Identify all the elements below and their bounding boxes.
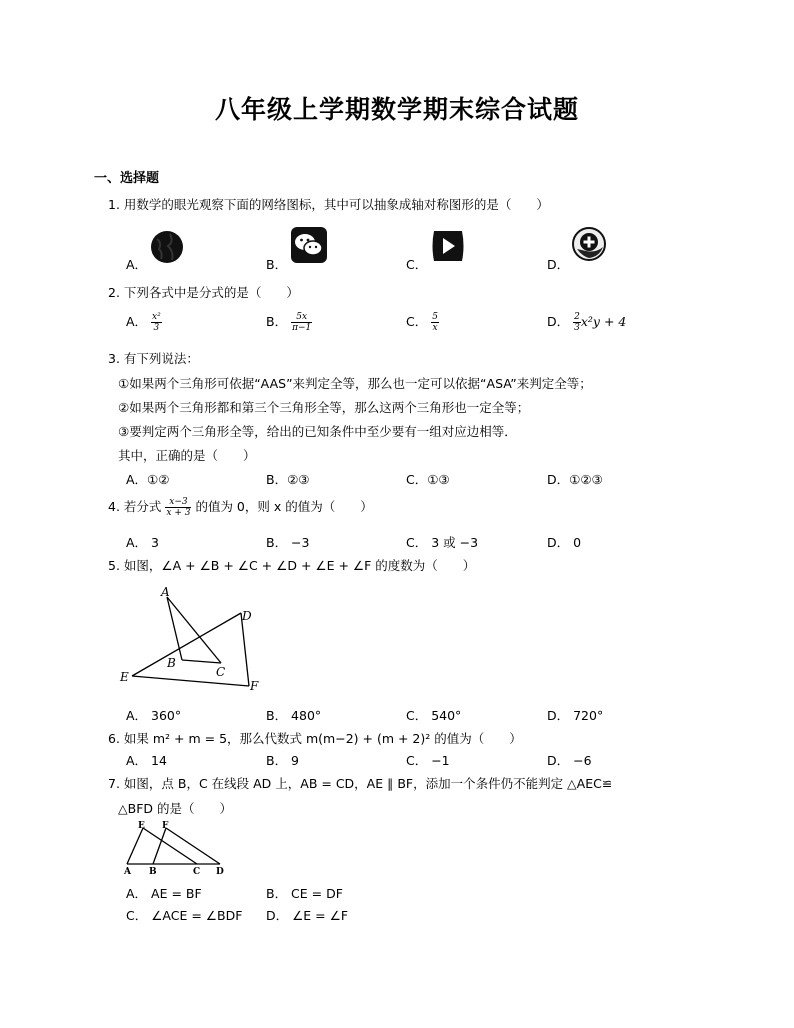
point-label-c: C	[216, 665, 226, 679]
q2-option-c-label: C．	[406, 314, 428, 329]
q6-option-c: C． −1	[406, 753, 450, 768]
q1-option-a-label: A．	[126, 257, 148, 272]
wechat-icon	[291, 227, 327, 263]
q3-option-b: B．②③	[266, 472, 310, 487]
q7-option-a: A． AE = BF	[126, 886, 202, 901]
section-heading: 一、选择题	[94, 171, 160, 186]
question-4-stem	[108, 497, 373, 518]
q5-option-d: D． 720°	[547, 708, 604, 723]
question-6-stem: 6. 如果 m² + m = 5，那么代数式 m(m−2) + (m + 2)² 的值为（ ）	[108, 731, 522, 746]
q3-option-a: A．①②	[126, 472, 170, 487]
q2-option-b-label: B．	[266, 314, 288, 329]
question-5-stem: 5. 如图，∠A + ∠B + ∠C + ∠D + ∠E + ∠F 的度数为（ ）	[108, 558, 476, 573]
q2-option-a	[126, 312, 162, 333]
point-label-b: B	[149, 867, 157, 876]
question-2-stem: 2. 下列各式中是分式的是（ ）	[108, 285, 299, 300]
q2-option-a-label: A．	[126, 314, 148, 329]
point-label-e: E	[120, 670, 129, 684]
point-label-a: A	[161, 585, 170, 599]
q3-option-c: C．①③	[406, 472, 450, 487]
point-label-d: D	[216, 867, 224, 876]
q5-option-b: B． 480°	[266, 708, 322, 723]
q6-option-a: A． 14	[126, 753, 167, 768]
q4-option-c: C． 3 或 −3	[406, 535, 479, 550]
point-label-d: D	[242, 609, 252, 623]
fraction: $\frac{5x}{\pi-1}$	[292, 312, 312, 333]
q5-option-a: A． 360°	[126, 708, 182, 723]
point-label-f: F	[250, 679, 259, 693]
fraction: $\frac{\text{x²}}{3}$	[152, 312, 161, 333]
play-icon	[430, 229, 466, 263]
q2-option-d	[547, 312, 626, 333]
q3-statement-2: ②如果两个三角形都和第三个三角形全等，那么这两个三角形也一定全等；	[118, 400, 530, 415]
question-1-stem: 1. 用数学的眼光观察下面的网络图标，其中可以抽象成轴对称图形的是（ ）	[108, 197, 549, 212]
q2-option-c	[406, 312, 439, 333]
q3-ask: 其中，正确的是（ ）	[118, 448, 256, 463]
q6-option-d: D． −6	[547, 753, 592, 768]
point-label-c: C	[193, 867, 201, 876]
q2-option-d-label: D．	[547, 314, 570, 329]
point-label-b: B	[167, 656, 176, 670]
question-7-stem-line2: △BFD 的是（ ）	[118, 801, 232, 816]
q1-option-d-label: D．	[547, 257, 570, 272]
globe-icon	[150, 230, 184, 264]
q5-option-c: C． 540°	[406, 708, 462, 723]
q6-option-b: B． 9	[266, 753, 300, 768]
q7-option-c: C． ∠ACE = ∠BDF	[126, 908, 243, 923]
expression-rest: x²y + 4	[580, 314, 627, 329]
q5-figure	[115, 583, 265, 693]
q1-option-b-label: B．	[266, 257, 288, 272]
q2-option-b	[266, 312, 312, 333]
page-title: 八年级上学期数学期末综合试题	[214, 95, 579, 124]
q3-option-d: D．①②③	[547, 472, 603, 487]
point-label-e: E	[138, 821, 145, 831]
q4-stem-post: 的值为 0，则 x 的值为（ ）	[195, 499, 373, 514]
q4-stem-pre: 4. 若分式	[108, 499, 162, 514]
q4-option-b: B． −3	[266, 535, 310, 550]
q3-statement-3: ③要判定两个三角形全等，给出的已知条件中至少要有一组对应边相等．	[118, 424, 517, 439]
q1-option-c-label: C．	[406, 257, 428, 272]
q4-option-a: A． 3	[126, 535, 159, 550]
point-label-f: F	[162, 821, 169, 831]
q7-figure	[122, 818, 232, 876]
fraction: $\frac{5}{x}$	[432, 312, 438, 333]
q7-option-b: B． CE = DF	[266, 886, 343, 901]
plus-circle-icon	[572, 227, 606, 261]
question-7-stem-line1: 7. 如图，点 B，C 在线段 AD 上，AB = CD，AE ∥ BF，添加一个条件仍不能判定 △AEC≌	[108, 776, 613, 791]
q3-statement-1: ①如果两个三角形可依据“AAS”来判定全等，那么也一定可以依据“ASA”来判定全等；	[118, 376, 592, 391]
question-3-stem: 3. 有下列说法：	[108, 351, 199, 366]
point-label-a: A	[124, 867, 131, 876]
q7-option-d: D． ∠E = ∠F	[266, 908, 349, 923]
fraction: $\frac{2}{3}$	[574, 312, 580, 333]
fraction: $\frac{x-3}{x + 3}$	[166, 497, 191, 518]
q4-option-d: D． 0	[547, 535, 582, 550]
